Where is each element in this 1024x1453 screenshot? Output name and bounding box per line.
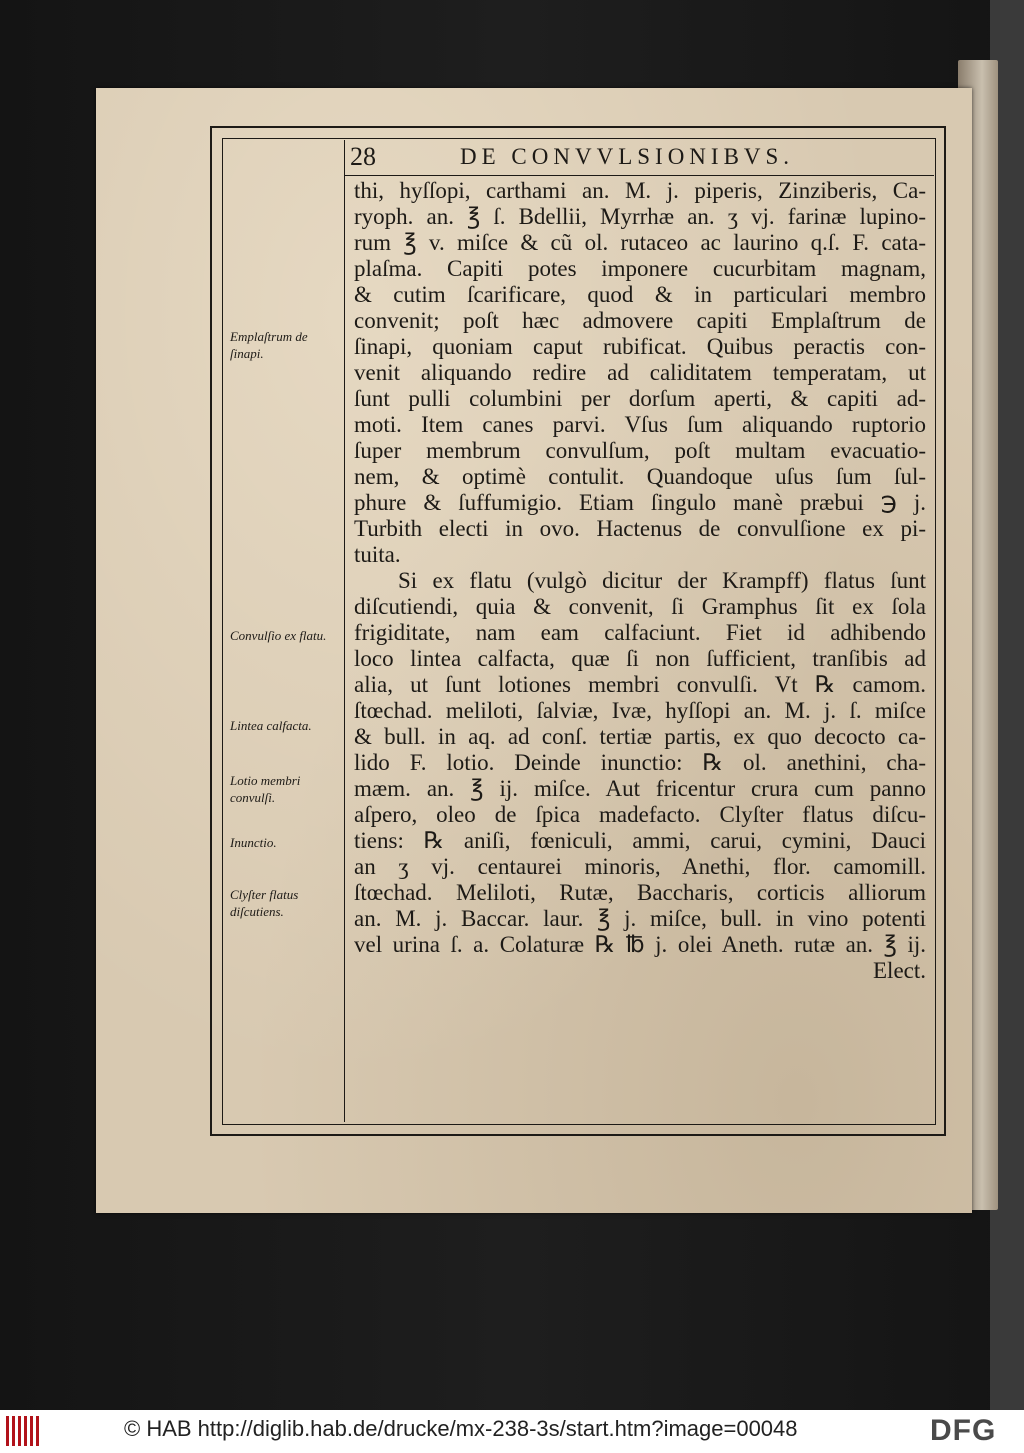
text-line: ſtœchad. Meliloti, Rutæ, Baccharis, corticis alliorum bbox=[354, 880, 926, 905]
text-line: frigiditate, nam eam calfaciunt. Fiet id adhibendo bbox=[354, 620, 926, 645]
dfg-logo: DFG bbox=[930, 1414, 997, 1447]
text-line: aſpero, oleo de ſpica madefacto. Clyſter flatus diſcu- bbox=[354, 802, 926, 827]
library-barcode-icon bbox=[6, 1416, 42, 1446]
text-line: Si ex flatu (vulgò dicitur der Krampff) flatus ſunt bbox=[398, 568, 926, 593]
text-line: lido F. lotio. Deinde inunctio: ℞ ol. anethini, cha- bbox=[354, 750, 926, 775]
text-line: diſcutiendi, quia & convenit, ſi Gramphus ſit ex ſola bbox=[354, 594, 926, 619]
text-line: phure & ſuffumigio. Etiam ſingulo manè præbui ℈ j. bbox=[354, 490, 926, 515]
text-line: moti. Item canes parvi. Vſus ſum aliquando ruptorio bbox=[354, 412, 926, 437]
text-line: & cutim ſcarificare, quod & in particulari membro bbox=[354, 282, 926, 307]
text-line: alia, ut ſunt lotiones membri convulſi. Vt ℞ camom. bbox=[354, 672, 926, 697]
text-line: ſunt pulli columbini per dorſum aperti, & capiti ad- bbox=[354, 386, 926, 411]
header-rule bbox=[344, 175, 934, 176]
text-line: Turbith electi in ovo. Hactenus de convulſione ex pi- bbox=[354, 516, 926, 541]
text-line: thi, hyſſopi, carthami an. M. j. piperis, Zinziberis, Ca- bbox=[354, 178, 926, 203]
running-head: DE CONVVLSIONIBVS. bbox=[460, 144, 795, 169]
text-line: vel urina ſ. a. Colaturæ ℞ ℔ j. olei Aneth. rutæ an. ℥ ij. bbox=[354, 932, 926, 957]
marginal-note-lotio: Lotio membri convulſi. bbox=[230, 773, 301, 805]
text-line: plaſma. Capiti potes imponere cucurbitam magnam, bbox=[354, 256, 926, 281]
marginal-note-clyster: Clyſter flatus diſcutiens. bbox=[230, 887, 299, 919]
text-line: ſtœchad. meliloti, ſalviæ, Ivæ, hyſſopi an. M. j. ſ. miſce bbox=[354, 698, 926, 723]
text-line: tuita. bbox=[354, 542, 401, 567]
text-line: rum ℥ v. miſce & cũ ol. rutaceo ac laurino q.ſ. F. cata- bbox=[354, 230, 926, 255]
text-line: convenit; poſt hæc admovere capiti Emplaſtrum de bbox=[354, 308, 926, 333]
text-line: ſinapi, quoniam caput rubificat. Quibus peractis con- bbox=[354, 334, 926, 359]
text-line: an ʒ vj. centaurei minoris, Anethi, flor. camomill. bbox=[354, 854, 926, 879]
catchword: Elect. bbox=[873, 958, 926, 983]
page-number: 28 bbox=[350, 142, 376, 171]
text-line: loco lintea calfacta, quæ ſi non ſufficient, tranſibis ad bbox=[354, 646, 926, 671]
marginal-note-convulsio: Convulſio ex flatu. bbox=[230, 628, 327, 643]
footer-bar bbox=[0, 1410, 1024, 1453]
text-line: tiens: ℞ aniſi, fœniculi, ammi, carui, cymini, Dauci bbox=[354, 828, 926, 853]
body-text bbox=[354, 178, 926, 984]
text-line: an. M. j. Baccar. laur. ℥ j. miſce, bull. in vino potenti bbox=[354, 906, 926, 931]
text-line: ſuper membrum convulſum, poſt multam evacuatio- bbox=[354, 438, 926, 463]
text-line: nem, & optimè contulit. Quandoque uſus ſum ſul- bbox=[354, 464, 926, 489]
footer-credit[interactable]: © HAB http://diglib.hab.de/drucke/mx-238-3s/start.htm?image=00048 bbox=[124, 1416, 798, 1441]
text-line: ryoph. an. ℥ ſ. Bdellii, Myrrhæ an. ʒ vj. farinæ lupino- bbox=[354, 204, 926, 229]
marginal-note-lintea: Lintea calfacta. bbox=[230, 718, 312, 733]
marginal-note-inunctio: Inunctio. bbox=[230, 835, 277, 850]
marginal-note-emplastrum: Emplaſtrum de ſinapi. bbox=[230, 329, 308, 361]
margin-rule bbox=[344, 140, 345, 1122]
text-line: mæm. an. ℥ ij. miſce. Aut fricentur crura cum panno bbox=[354, 776, 926, 801]
text-line: & bull. in aq. ad conſ. tertiæ partis, ex quo decocto ca- bbox=[354, 724, 926, 749]
text-line: venit aliquando redire ad caliditatem temperatam, ut bbox=[354, 360, 926, 385]
